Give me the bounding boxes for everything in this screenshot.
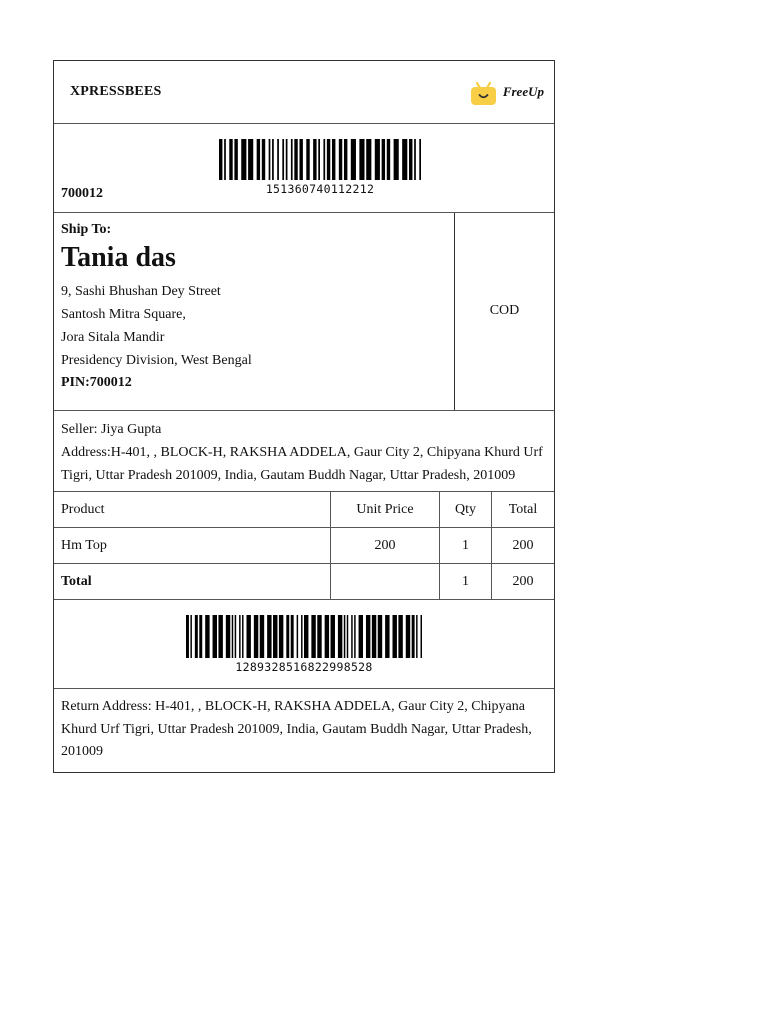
order-barcode-section bbox=[54, 600, 554, 689]
ship-to-title: Ship To: bbox=[61, 222, 112, 237]
line-total: 200 bbox=[492, 528, 555, 564]
shipping-label bbox=[53, 60, 555, 773]
total-quantity: 1 bbox=[440, 564, 492, 600]
return-address: Return Address: H-401, , BLOCK-H, RAKSHA ADDELA, Gaur City 2, Chipyana Khurd Urf Tigri, Uttar Pradesh 201009, India, Gautam Buddh Nagar, Uttar Pradesh, 201009 bbox=[61, 699, 532, 759]
address-line: Jora Sitala Mandir bbox=[61, 330, 165, 345]
column-header: Qty bbox=[440, 492, 492, 528]
seller-name: Seller: Jiya Gupta bbox=[61, 422, 162, 437]
grand-total: 200 bbox=[492, 564, 555, 600]
product-table bbox=[54, 492, 554, 600]
courier-name: XPRESSBEES bbox=[70, 84, 162, 99]
quantity: 1 bbox=[440, 528, 492, 564]
seller-section bbox=[54, 411, 554, 492]
customer-name: Tania das bbox=[61, 242, 176, 273]
brand-logo bbox=[470, 79, 544, 106]
awb-number: 151360740112212 bbox=[265, 182, 375, 196]
payment-mode: COD bbox=[489, 302, 520, 318]
column-header: Unit Price bbox=[331, 492, 440, 528]
total-unit-price bbox=[331, 564, 440, 600]
brand-name: FreeUp bbox=[502, 84, 544, 99]
order-barcode bbox=[186, 615, 422, 658]
table-row bbox=[54, 528, 554, 564]
product-table-section bbox=[54, 492, 554, 600]
seller-address: Address:H-401, , BLOCK-H, RAKSHA ADDELA, Gaur City 2, Chipyana Khurd Urf Tigri, Uttar Pradesh 201009, India, Gautam Buddh Nagar, Uttar Pradesh, 201009 bbox=[61, 445, 543, 483]
smile-bag-icon bbox=[470, 79, 497, 106]
product-name: Hm Top bbox=[54, 528, 331, 564]
table-header-row bbox=[54, 492, 554, 528]
unit-price: 200 bbox=[331, 528, 440, 564]
customer-pin: PIN:700012 bbox=[61, 375, 132, 390]
column-header: Product bbox=[54, 492, 331, 528]
total-label: Total bbox=[54, 564, 331, 600]
awb-barcode-section bbox=[54, 124, 554, 213]
awb-barcode bbox=[219, 139, 421, 180]
label-header bbox=[54, 61, 554, 124]
address-line: 9, Sashi Bhushan Dey Street bbox=[61, 284, 221, 299]
total-row bbox=[54, 564, 554, 600]
ship-to-section bbox=[54, 213, 554, 411]
address-line: Santosh Mitra Square, bbox=[61, 307, 186, 322]
order-number: 1289328516822998528 bbox=[235, 660, 373, 674]
destination-pin: 700012 bbox=[61, 186, 103, 201]
address-line: Presidency Division, West Bengal bbox=[61, 353, 252, 368]
column-header: Total bbox=[492, 492, 555, 528]
